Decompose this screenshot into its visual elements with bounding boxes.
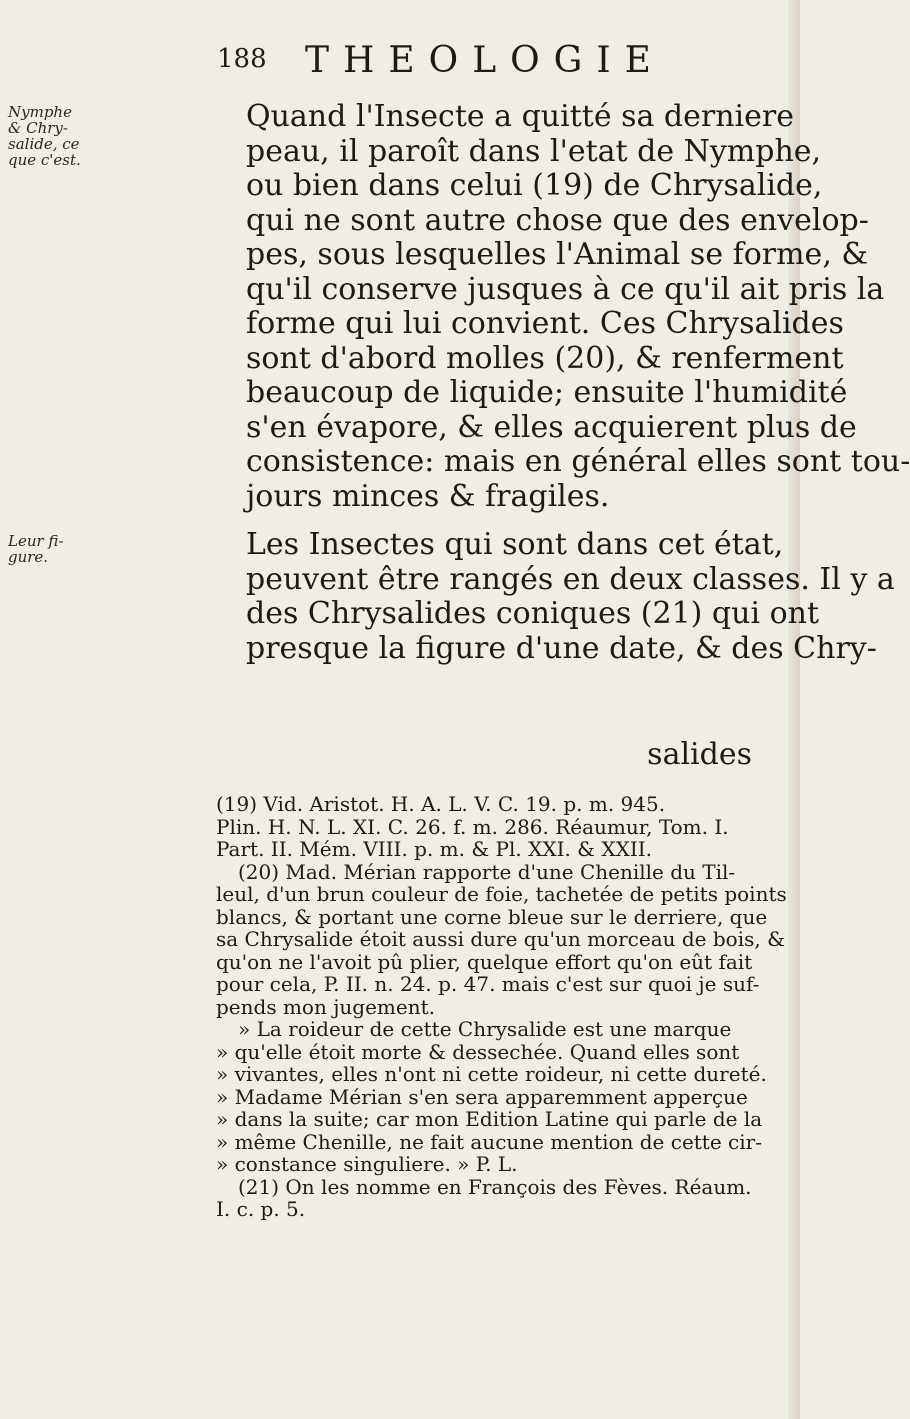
running-title: THEOLOGIE — [305, 40, 665, 81]
footnote-line: » vivantes, elles n'ont ni cette roideur, ni cette dureté. — [216, 1062, 767, 1086]
footnote-line: pends mon jugement. — [216, 994, 435, 1019]
text-line: Quand l'Insecte a quitté sa derniere — [246, 99, 794, 134]
text-line: des Chrysalides coniques (21) qui ont — [246, 596, 820, 631]
footnote-line: (21) On les nomme en François des Fèves. Réaum. — [238, 1174, 752, 1199]
text-line: peau, il paroît dans l'etat de Nymphe, — [246, 133, 822, 169]
text-line: consistence: mais en général elles sont tou- — [246, 444, 910, 479]
margin-line: que c'est. — [8, 151, 81, 169]
paragraph-1 — [216, 99, 910, 514]
text-line: peuvent être rangés en deux classes. Il y a — [246, 561, 895, 597]
footnote-line: pour cela, P. II. n. 24. p. 47. mais c'est sur quoi je suf- — [216, 972, 760, 996]
footnote-line: Part. II. Mém. VIII. p. m. & Pl. XXI. & XXII. — [216, 837, 652, 861]
text-line: pes, sous lesquelles l'Animal se forme, & — [246, 237, 869, 272]
footnote-line: I. c. p. 5. — [216, 1197, 306, 1221]
text-line: ou bien dans celui (19) de Chrysalide, — [246, 168, 823, 203]
footnote-line: leul, d'un brun couleur de foie, tachetée de petits points — [216, 882, 787, 906]
text-line: qui ne sont autre chose que des envelop- — [246, 202, 869, 238]
page-number: 188 — [217, 44, 267, 74]
footnote-line: » La roideur de cette Chrysalide est une marque — [238, 1017, 732, 1041]
footnote-line: (19) Vid. Aristot. H. A. L. V. C. 19. p. m. 945. — [216, 792, 666, 816]
footnote-line: » même Chenille, ne fait aucune mention de cette cir- — [216, 1129, 762, 1154]
text-line: forme qui lui convient. Ces Chrysalides — [246, 306, 844, 341]
footnote-line: Plin. H. N. L. XI. C. 26. f. m. 286. Réaumur, Tom. I. — [216, 814, 729, 839]
margin-line: Leur fi- — [8, 532, 64, 550]
footnote-line: blancs, & portant une corne bleue sur le derriere, que — [216, 904, 768, 929]
text-line: qu'il conserve jusques à ce qu'il ait pris la — [246, 271, 885, 307]
paragraph-2 — [216, 527, 895, 666]
margin-line: gure. — [8, 548, 49, 566]
page-header — [205, 40, 765, 88]
footnote-line: sa Chrysalide étoit aussi dure qu'un morceau de bois, & — [216, 927, 785, 951]
margin-note-nymphe — [8, 103, 81, 169]
text-line: presque la figure d'une date, & des Chry- — [246, 630, 877, 666]
footnotes — [216, 792, 787, 1221]
footnote-line: (20) Mad. Mérian rapporte d'une Chenille du Til- — [238, 859, 736, 884]
footnote-line: » dans la suite; car mon Edition Latine qui parle de la — [216, 1107, 763, 1131]
margin-line: & Chry- — [8, 119, 68, 137]
margin-line: Nymphe — [8, 103, 72, 121]
margin-line: salide, ce — [8, 135, 80, 153]
text-line: sont d'abord molles (20), & renferment — [246, 340, 844, 376]
text-line: beaucoup de liquide; ensuite l'humidité — [246, 375, 848, 410]
footnote-line: » Madame Mérian s'en sera apparemment apperçue — [216, 1084, 748, 1109]
text-line: s'en évapore, & elles acquierent plus de — [246, 409, 857, 445]
text-line: Les Insectes qui sont dans cet état, — [246, 527, 784, 562]
footnote-line: » constance singuliere. » P. L. — [216, 1152, 518, 1176]
footnote-line: » qu'elle étoit morte & dessechée. Quand elles sont — [216, 1039, 740, 1064]
footnote-line: qu'on ne l'avoit pû plier, quelque effort qu'on eût fait — [216, 949, 753, 974]
text-line: jours minces & fragiles. — [246, 478, 610, 514]
margin-note-figure — [8, 533, 78, 565]
catchword: salides — [647, 737, 752, 772]
